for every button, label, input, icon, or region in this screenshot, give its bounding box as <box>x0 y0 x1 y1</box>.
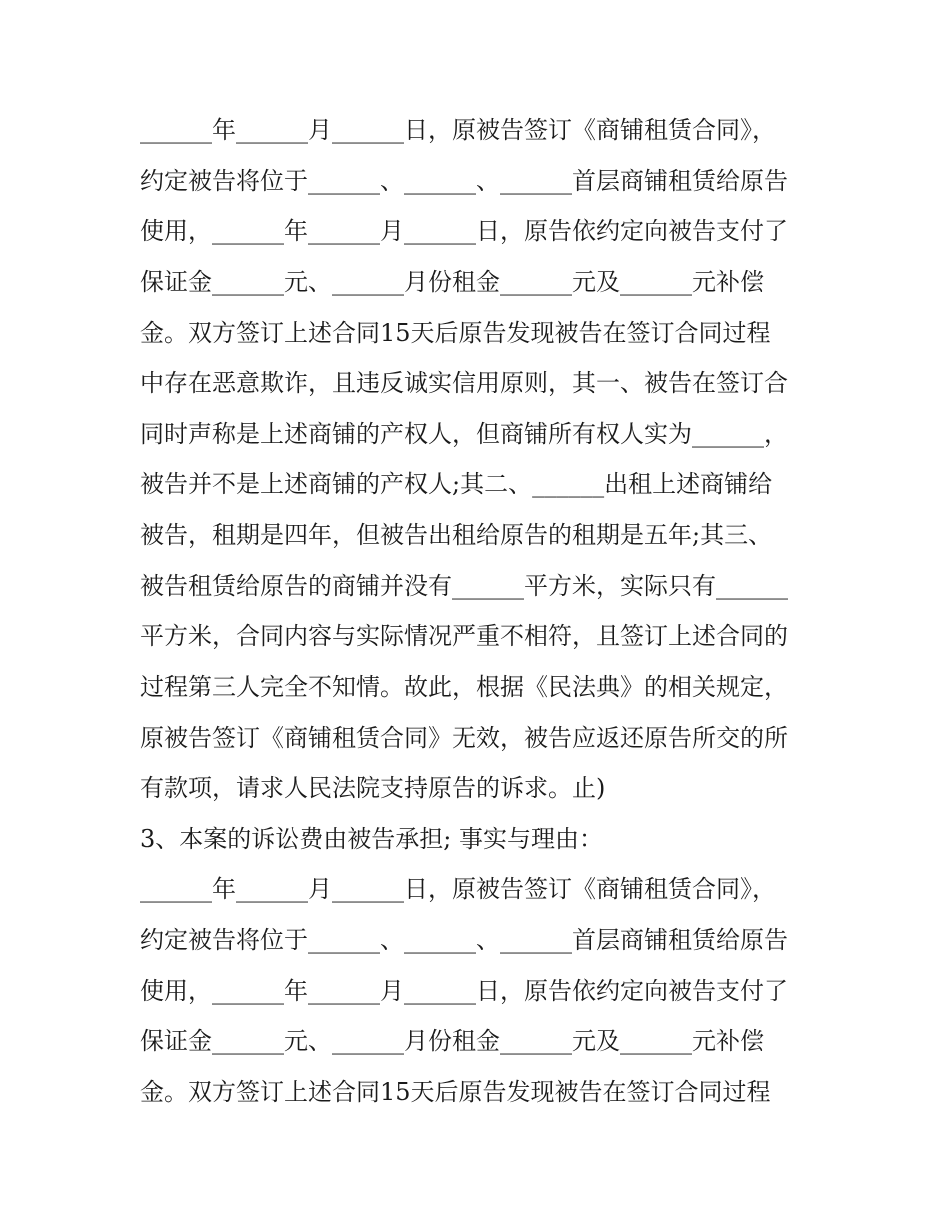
text-line: 被告并不是上述商铺的产权人;其二、______出租上述商铺给 <box>140 470 773 498</box>
text-line: 被告，租期是四年，但被告出租给原告的租期是五年;其三、 <box>140 521 773 549</box>
text-line: 同时声称是上述商铺的产权人，但商铺所有权人实为______， <box>140 420 788 448</box>
text-line: 3、本案的诉讼费由被告承担; 事实与理由： <box>140 825 603 853</box>
text-line: 金。双方签订上述合同15天后原告发现被告在签订合同过程 <box>140 319 771 347</box>
text-line: 保证金______元、______月份租金______元及______元补偿 <box>140 268 764 296</box>
text-line: 被告租赁给原告的商铺并没有______平方米，实际只有______ <box>140 572 788 600</box>
text-line: 约定被告将位于______、______、______首层商铺租赁给原告 <box>140 167 788 195</box>
text-line: 约定被告将位于______、______、______首层商铺租赁给原告 <box>140 926 788 954</box>
text-line: 有款项，请求人民法院支持原告的诉求。止) <box>140 774 606 802</box>
text-line: 金。双方签订上述合同15天后原告发现被告在签订合同过程 <box>140 1078 771 1106</box>
text-line: 过程第三人完全不知情。故此，根据《民法典》的相关规定， <box>140 673 788 701</box>
text-line: 平方米，合同内容与实际情况严重不相符，且签订上述合同的 <box>140 622 788 650</box>
text-line: 使用，______年______月______日，原告依约定向被告支付了 <box>140 217 788 245</box>
text-line: 使用，______年______月______日，原告依约定向被告支付了 <box>140 977 788 1005</box>
text-line: ______年______月______日，原被告签订《商铺租赁合同》， <box>140 116 776 144</box>
text-line: 保证金______元、______月份租金______元及______元补偿 <box>140 1027 764 1055</box>
text-line: ______年______月______日，原被告签订《商铺租赁合同》， <box>140 875 776 903</box>
text-line: 中存在恶意欺诈，且违反诚实信用原则，其一、被告在签订合 <box>140 369 788 397</box>
text-line: 原被告签订《商铺租赁合同》无效，被告应返还原告所交的所 <box>140 724 788 752</box>
